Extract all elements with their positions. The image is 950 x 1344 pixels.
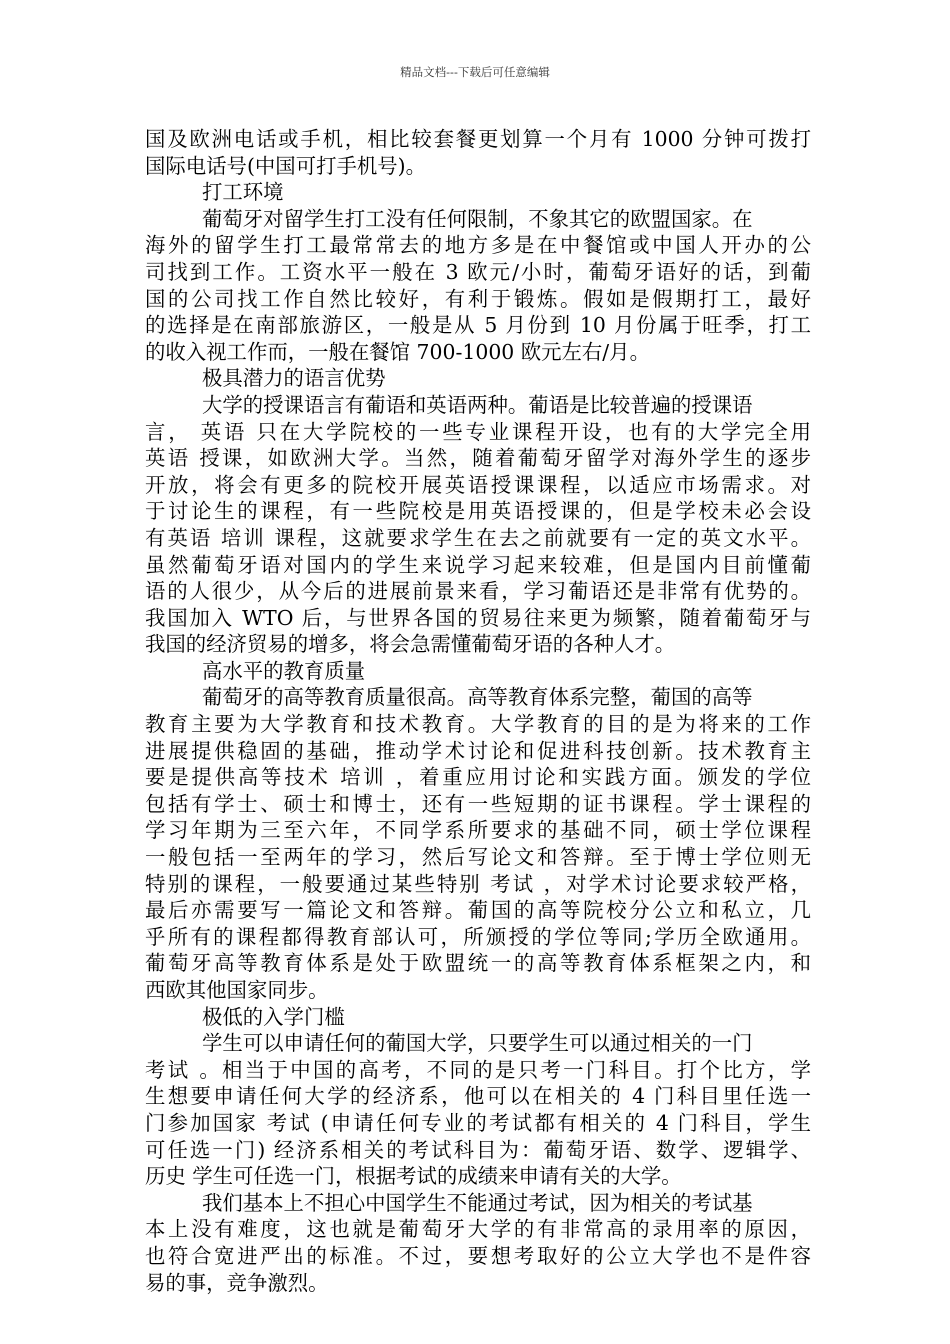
text-line: 要是提供高等技术 培训 ，着重应用讨论和实践方面。颁发的学位 (145, 765, 811, 790)
text-line: 于讨论生的课程，有一些院校是用英语授课的，但是学校未必会设 (145, 499, 811, 524)
text-line: 海外的留学生打工最常常去的地方多是在中餐馆或中国人开办的公 (145, 233, 811, 258)
text-line: 葡萄牙的高等教育质量很高。高等教育体系完整，葡国的高等 (202, 685, 753, 710)
text-line: 我国的经济贸易的增多，将会急需懂葡萄牙语的各种人才。 (145, 632, 676, 657)
text-line: 历史 学生可任选一门，根据考试的成绩来申请有关的大学。 (145, 1164, 682, 1189)
text-line: 葡萄牙对留学生打工没有任何限制，不象其它的欧盟国家。在 (202, 206, 753, 231)
text-line: 包括有学士、硕士和博士，还有一些短期的证书课程。学士课程的 (145, 791, 811, 816)
text-line: 最后亦需要写一篇论文和答辩。葡国的高等院校分公立和私立，几 (145, 898, 811, 923)
text-line: 我国加入 WTO 后，与世界各国的贸易往来更为频繁，随着葡萄牙与 (145, 605, 811, 630)
text-line: 大学的授课语言有葡语和英语两种。葡语是比较普遍的授课语 (202, 392, 753, 417)
text-line: 有英语 培训 课程，这就要求学生在去之前就要有一定的英文水平。 (145, 525, 811, 550)
section-heading: 极低的入学门槛 (202, 1004, 345, 1029)
section-heading: 打工环境 (202, 180, 284, 205)
section-heading: 极具潜力的语言优势 (202, 366, 386, 391)
text-line: 生想要申请任何大学的经济系，他可以在相关的 4 门科目里任选一 (145, 1084, 811, 1109)
text-line: 一般包括一至两年的学习，然后写论文和答辩。至于博士学位则无 (145, 845, 811, 870)
page-header: 精品文档---下载后可任意编辑 (400, 65, 550, 79)
section-heading: 高水平的教育质量 (202, 658, 366, 683)
text-line: 易的事，竞争激烈。 (145, 1270, 329, 1295)
text-line: 开放，将会有更多的院校开展英语授课课程，以适应市场需求。对 (145, 472, 811, 497)
text-line: 语的人很少，从今后的进展前景来看，学习葡语还是非常有优势的。 (145, 579, 811, 604)
text-line: 国及欧洲电话或手机，相比较套餐更划算一个月有 1000 分钟可拨打 (145, 127, 811, 151)
text-line: 可任选一门) 经济系相关的考试科目为：葡萄牙语、数学、逻辑学、 (145, 1137, 811, 1162)
text-line: 虽然葡萄牙语对国内的学生来说学习起来较难，但是国内目前懂葡 (145, 552, 811, 577)
text-line: 进展提供稳固的基础，推动学术讨论和促进科技创新。技术教育主 (145, 738, 811, 763)
text-line: 学生可以申请任何的葡国大学，只要学生可以通过相关的一门 (202, 1031, 753, 1056)
text-line: 西欧其他国家同步。 (145, 978, 329, 1002)
document-body (145, 126, 811, 1296)
text-line: 葡萄牙高等教育体系是处于欧盟统一的高等教育体系框架之内，和 (145, 951, 811, 976)
text-line: 司找到工作。工资水平一般在 3 欧元/小时，葡萄牙语好的话，到葡 (145, 259, 811, 284)
text-line: 言， 英语 只在大学院校的一些专业课程开设，也有的大学完全用 (145, 419, 811, 444)
text-line: 教育主要为大学教育和技术教育。大学教育的目的是为将来的工作 (145, 712, 811, 737)
text-line: 的选择是在南部旅游区，一般是从 5 月份到 10 月份属于旺季，打工 (145, 313, 811, 338)
text-line: 乎所有的课程都得教育部认可，所颁授的学位等同;学历全欧通用。 (145, 924, 811, 949)
text-line: 特别的课程，一般要通过某些特别 考试 ，对学术讨论要求较严格， (145, 871, 811, 896)
text-line: 也符合宽进严出的标准。不过，要想考取好的公立大学也不是件容 (145, 1243, 811, 1268)
text-line: 我们基本上不担心中国学生不能通过考试，因为相关的考试基 (202, 1190, 753, 1215)
text-line: 本上没有难度，这也就是葡萄牙大学的有非常高的录用率的原因， (145, 1217, 811, 1242)
text-line: 的收入视工作而，一般在餐馆 700-1000 欧元左右/月。 (145, 339, 650, 364)
text-line: 英语 授课，如欧洲大学。当然，随着葡萄牙留学对海外学生的逐步 (145, 446, 811, 471)
text-line: 考试 。相当于中国的高考，不同的是只考一门科目。打个比方，学 (145, 1057, 811, 1082)
text-line: 学习年期为三至六年，不同学系所要求的基础不同，硕士学位课程 (145, 818, 811, 843)
text-line: 国的公司找工作自然比较好，有利于锻炼。假如是假期打工，最好 (145, 286, 811, 311)
text-line: 国际电话号(中国可打手机号)。 (145, 153, 426, 178)
text-line: 门参加国家 考试 (申请任何专业的考试都有相关的 4 门科目，学生 (145, 1110, 811, 1135)
